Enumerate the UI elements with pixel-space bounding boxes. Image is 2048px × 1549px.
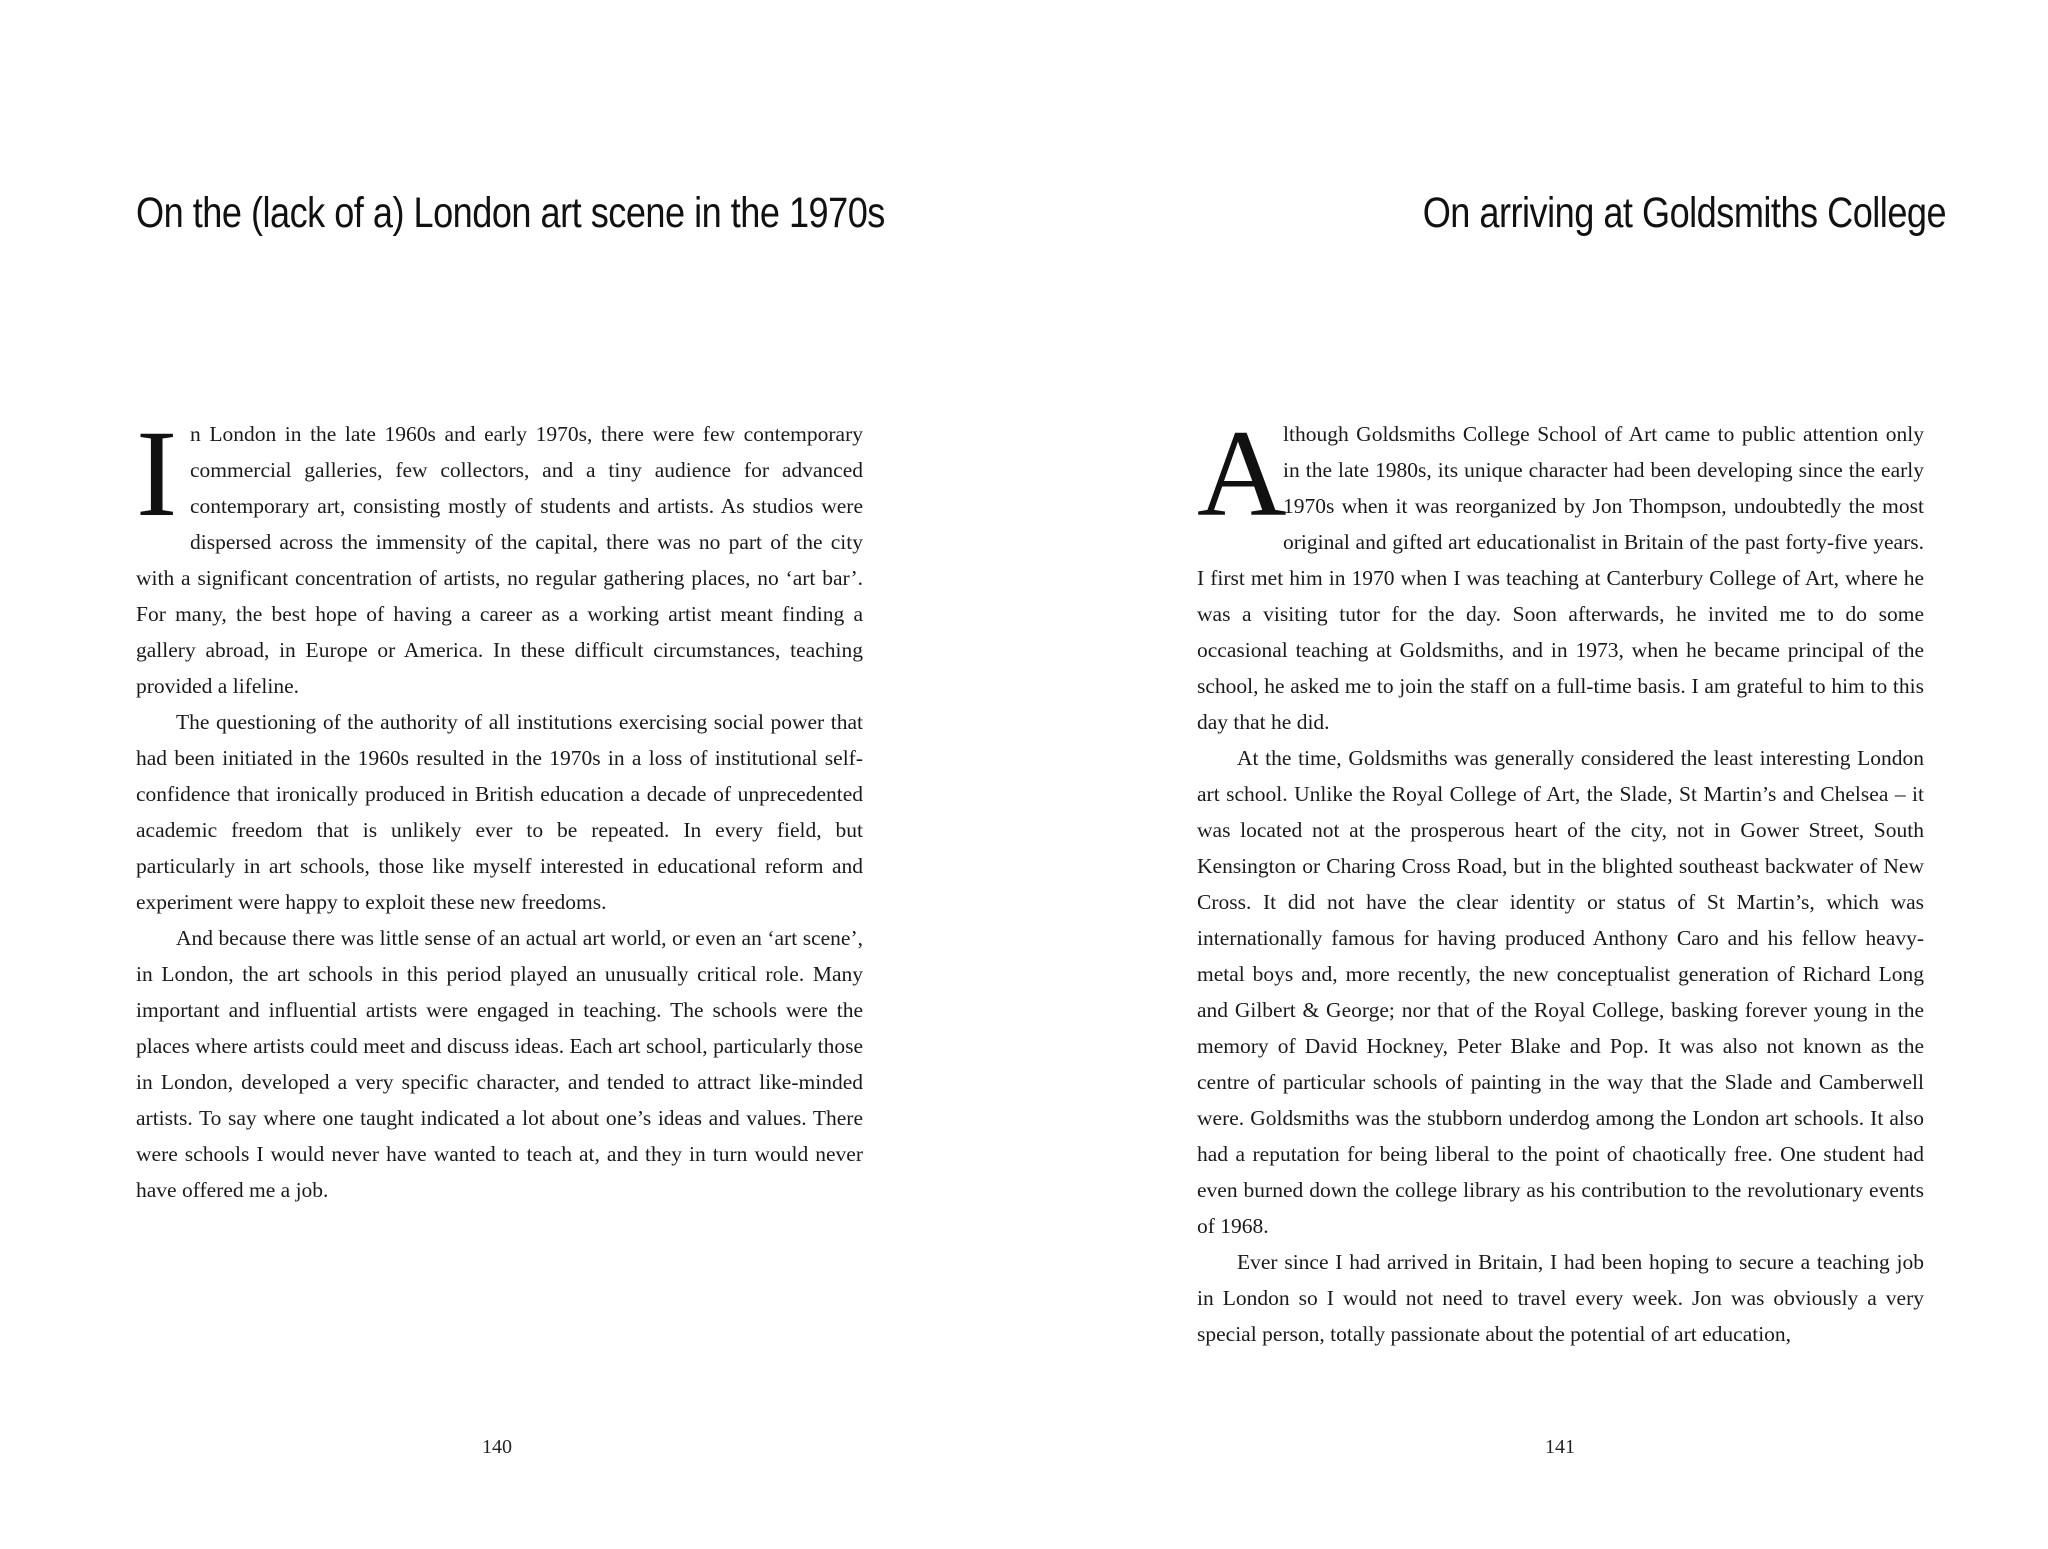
- right-page-body: [1197, 405, 1924, 1352]
- left-page-title: On the (lack of a) London art scene in the 1970s: [136, 189, 885, 237]
- left-paragraph-1: [136, 405, 863, 704]
- left-dropcap: I: [136, 405, 178, 542]
- right-paragraph-2: At the time, Goldsmiths was generally considered the least interesting London art school. Unlike the Royal College of Art, the Slade, St Martin’s and Chelsea – it was located not at the prosperous heart of the city, not in Gower Street, South Kensington or Charing Cross Road, but in the blighted southeast backwater of New Cross. It did not have the clear identity or status of St Martin’s, which was internationally famous for having produced Anthony Caro and his fellow heavy-metal boys and, more recently, the new conceptualist generation of Richard Long and Gilbert & George; nor that of the Royal College, basking forever young in the memory of David Hockney, Peter Blake and Pop. It was also not known as the centre of particular schools of painting in the way that the Slade and Camberwell were. Goldsmiths was the stubborn underdog among the London art schools. It also had a reputation for being liberal to the point of chaotically free. One student had even burned down the college library as his contribution to the revolutionary events of 1968.: [1197, 746, 1924, 1238]
- right-paragraph-1-text: lthough Goldsmiths College School of Art came to public attention only in the late 1980s, its unique character had been developing since the early 1970s when it was reorganized by Jon Thompson, undoubtedly the most original and gifted art educationalist in Britain of the past forty-five years. I first met him in 1970 when I was teaching at Canterbury College of Art, where he was a visiting tutor for the day. Soon afterwards, he invited me to do some occasional teaching at Goldsmiths, and in 1973, when he became principal of the school, he asked me to join the staff on a full-time basis. I am grateful to him to this day that he did.: [1197, 422, 1924, 734]
- left-page-number: 140: [482, 1436, 512, 1458]
- right-paragraph-3: Ever since I had arrived in Britain, I had been hoping to secure a teaching job in London so I would not need to travel every week. Jon was obviously a very special person, totally passionate about the potential of art education,: [1197, 1250, 1924, 1346]
- right-page-title: On arriving at Goldsmiths College: [1422, 189, 1946, 237]
- right-page: [1024, 0, 2048, 1549]
- right-page-number: 141: [1545, 1436, 1575, 1458]
- left-paragraph-1-text: n London in the late 1960s and early 1970s, there were few contemporary commercial galleries, few collectors, and a tiny audience for advanced contemporary art, consisting mostly of students and artists. As studios were dispersed across the immensity of the capital, there was no part of the city with a significant concentration of artists, no regular gathering places, no ‘art bar’. For many, the best hope of having a career as a working artist meant finding a gallery abroad, in Europe or America. In these difficult circumstances, teaching provided a lifeline.: [136, 422, 863, 698]
- left-paragraph-2: The questioning of the authority of all institutions exercising social power that had been initiated in the 1960s resulted in the 1970s in a loss of institutional self-confidence that ironically produced in British education a decade of unprecedented academic freedom that is unlikely ever to be repeated. In every field, but particularly in art schools, those like myself interested in educational reform and experiment were happy to exploit these new freedoms.: [136, 710, 863, 914]
- right-paragraph-1: [1197, 405, 1924, 740]
- left-paragraph-3: And because there was little sense of an actual art world, or even an ‘art scene’, in London, the art schools in this period played an unusually critical role. Many important and influential artists were engaged in teaching. The schools were the places where artists could meet and discuss ideas. Each art school, particularly those in London, developed a very specific character, and tended to attract like-minded artists. To say where one taught indicated a lot about one’s ideas and values. There were schools I would never have wanted to teach at, and they in turn would never have offered me a job.: [136, 926, 863, 1202]
- right-dropcap: A: [1197, 405, 1287, 542]
- left-page-body: [136, 405, 863, 1208]
